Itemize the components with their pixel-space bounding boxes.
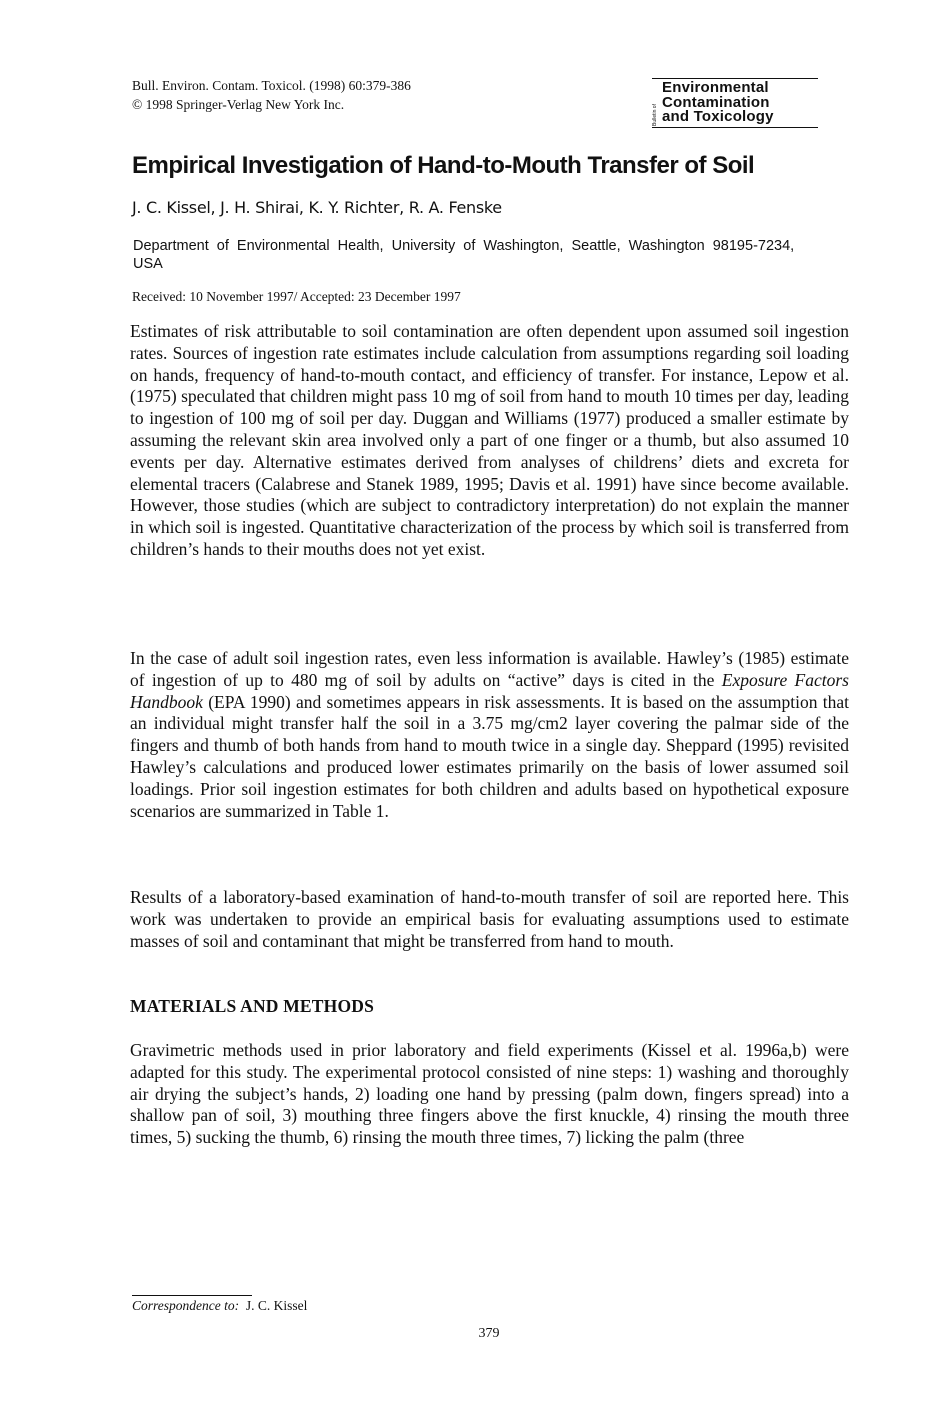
footnote [132, 1298, 307, 1314]
footnote-name: J. C. Kissel [245, 1298, 308, 1313]
journal-citation: Bull. Environ. Contam. Toxicol. (1998) 60:379-386 [132, 78, 411, 93]
logo-wordmark [662, 81, 774, 125]
logo-line-2: Contamination [662, 93, 770, 111]
logo-line-3: and Toxicology [662, 108, 774, 125]
handbook-title-italic: Exposure Factors Handbook [130, 669, 849, 712]
journal-citation-block [132, 76, 411, 114]
page-number: 379 [478, 1326, 500, 1341]
logo-line-1: Environmental [662, 79, 769, 96]
journal-logo [652, 78, 818, 128]
received-dates: Received: 10 November 1997/ Accepted: 23 December 1997 [132, 289, 461, 304]
logo-bottom-rule [652, 127, 818, 128]
author-affiliation: Department of Environmental Health, University of Washington, Seattle, Washington 98195-7234, USA [133, 238, 795, 272]
footnote-label: Correspondence to: [132, 1298, 240, 1313]
article-title: Empirical Investigation of Hand-to-Mouth Transfer of Soil [132, 152, 755, 179]
paragraph-intro: Estimates of risk attributable to soil contamination are often dependent upon assumed soil ingestion rates. Sources of ingestion rate estimates include calculation from assumptions regarding soil loading on hands, frequency of hand-to-mouth contact, and efficiency of transfer. For instance, Lepow et al. (1975) speculated that children might pass 10 mg of soil from hand to mouth 10 times per day, leading to ingestion of 100 mg of soil per day. Duggan and Williams (1977) produced a smaller estimate by assuming the relevant skin area involved only a part of one finger or a thumb, but also assumed 10 events per day. Alternative estimates derived from analyses of childrens’ diets and excreta for elemental tracers (Calabrese and Stanek 1989, 1995; Davis et al. 1991) have since become available. However, those studies (which are subject to contradictory interpretation) do not explain the manner in which soil is ingested. Quantitative characterization of the process by which soil is transferred from children’s hands to their mouths does not yet exist. [130, 321, 849, 559]
paragraph-adult-ingestion [130, 648, 849, 822]
paragraph-adult-ingestion-part2: (EPA 1990) and sometimes appears in risk assessments. It is based on the assumption that an individual might transfer half the soil in a 3.75 mg/cm2 layer covering the palmar side of the fingers and thumb of both hands from hand to mouth twice in a single day. Sheppard (1995) revisited Hawley’s calculations and produced lower estimates primarily on the basis of lower assumed soil loadings. Prior soil ingestion estimates for both children and adults based on hypothetical exposure scenarios are summarized in Table 1. [130, 691, 849, 821]
logo-side-text: Bulletin of [652, 104, 658, 126]
author-list: J. C. Kissel, J. H. Shirai, K. Y. Richter, R. A. Fenske [132, 198, 502, 217]
paragraph-adult-ingestion-part1: In the case of adult soil ingestion rates, even less information is available. Hawley’s (1985) estimate of ingestion of up to 480 mg of soil by adults on “active” days is cited in the [130, 648, 849, 690]
section-heading-materials-methods: MATERIALS AND METHODS [130, 996, 375, 1016]
footnote-rule [132, 1295, 252, 1296]
paragraph-methods: Gravimetric methods used in prior laboratory and field experiments (Kissel et al. 1996a,b) were adapted for this study. The experimental protocol consisted of nine steps: 1) washing and thoroughly air drying the subject’s hands, 2) loading one hand by pressing (palm down, fingers spread) into a shallow pan of soil, 3) mouthing three fingers above the first knuckle, 4) rinsing the mouth three times, 5) sucking the thumb, 6) rinsing the mouth three times, 7) licking the palm (three [130, 1040, 849, 1148]
copyright-line: © 1998 Springer-Verlag New York Inc. [132, 97, 345, 112]
paragraph-study-purpose: Results of a laboratory-based examination of hand-to-mouth transfer of soil are reported here. This work was undertaken to provide an empirical basis for evaluating assumptions used to estimate masses of soil and contaminant that might be transferred from hand to mouth. [130, 887, 849, 951]
